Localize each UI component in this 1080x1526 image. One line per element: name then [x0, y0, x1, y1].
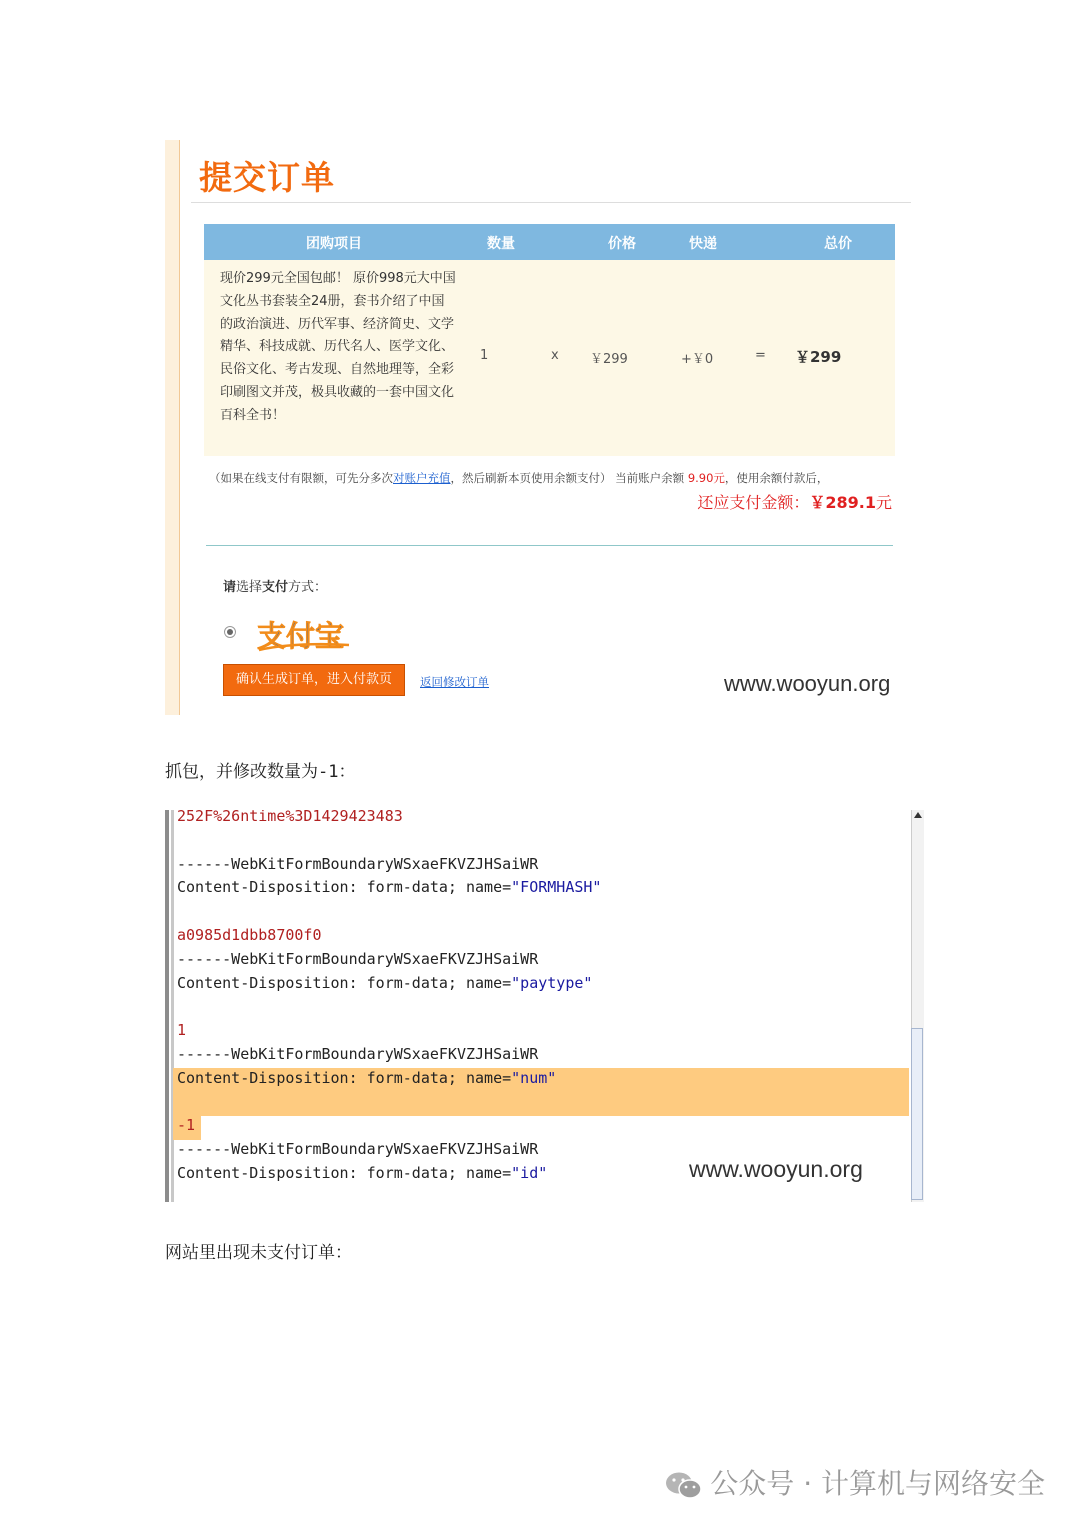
request-line: [177, 853, 912, 877]
equals-sign: =: [755, 348, 766, 363]
header-quantity: 数量: [487, 236, 515, 252]
field-name-string: "id": [511, 1163, 548, 1182]
alipay-radio[interactable]: [224, 626, 236, 638]
request-line: [177, 972, 912, 996]
balance-note-middle: ，然后刷新本页使用余额支付） 当前账户余额: [450, 471, 688, 485]
balance-note-suffix: ，使用余额付款后，: [724, 471, 829, 485]
header-item: 团购项目: [306, 236, 362, 252]
balance-note-prefix: （如果在线支付有限额，可先分多次: [209, 471, 393, 485]
request-line: [177, 948, 912, 972]
total-cell: ￥299: [795, 348, 842, 366]
watermark: www.wooyun.org: [689, 1156, 863, 1182]
request-capture-screenshot: [165, 810, 924, 1202]
line-text: ------WebKitFormBoundaryWSxaeFKVZJHSaiWR: [177, 854, 539, 873]
caption-capture: 抓包，并修改数量为-1：: [165, 762, 356, 782]
editor-gutter: [171, 810, 174, 1202]
amount-due-label: 还应支付金额：: [697, 493, 810, 512]
field-value: 1: [177, 1021, 187, 1040]
request-line: [177, 829, 912, 853]
header-shipping: 快递: [689, 236, 717, 252]
request-line: [177, 810, 912, 829]
header-total: 总价: [824, 236, 852, 252]
item-description: 现价299元全国包邮！ 原价998元大中国文化丛书套装全24册，套书介绍了中国的政治演进、历代军事、经济简史、文学精华、科技成就、历代名人、医学文化、民俗文化、考古发现、自然地理等，全彩印刷图文并茂，极具收藏的一套中国文化百科全书！: [220, 271, 456, 423]
order-table-header: [204, 224, 895, 260]
wechat-icon: [664, 1470, 704, 1500]
field-value: 252F%26ntime%3D1429423483: [177, 810, 403, 825]
request-line: [177, 876, 912, 900]
line-text: Content-Disposition: form-data; name=: [177, 973, 512, 992]
alipay-logo-text: 支付宝: [257, 619, 345, 653]
pay-label-pay: 支付: [262, 580, 289, 595]
footer-text: 公众号 · 计算机与网络安全: [710, 1467, 1045, 1500]
request-line: [177, 1091, 912, 1115]
request-line: [177, 995, 912, 1019]
request-body[interactable]: [177, 810, 912, 1186]
times-sign: x: [551, 348, 559, 363]
field-value: a0985d1dbb8700f0: [177, 925, 322, 944]
pay-label-please: 请: [223, 580, 237, 595]
field-name-string: "paytype": [511, 973, 593, 992]
request-line: [177, 1114, 912, 1138]
balance-note: [209, 470, 828, 486]
request-line: [177, 1043, 912, 1067]
request-line: [177, 1019, 912, 1043]
recharge-link[interactable]: 对账户充值: [393, 471, 451, 485]
confirm-order-button[interactable]: 确认生成订单，进入付款页: [223, 664, 405, 696]
payment-method-label: [223, 576, 327, 595]
back-to-edit-link[interactable]: 返回修改订单: [420, 675, 489, 689]
request-line: [177, 900, 912, 924]
caption-unpaid-order: 网站里出现未支付订单：: [165, 1243, 352, 1263]
amount-due-value: ￥289.1: [809, 493, 876, 512]
account-balance: 9.90元: [687, 471, 725, 485]
request-line: [177, 1067, 912, 1091]
alipay-logo: [255, 614, 355, 654]
left-decor-bar: [165, 140, 180, 715]
field-value: -1: [177, 1116, 196, 1135]
header-price: 价格: [608, 236, 636, 252]
order-page-screenshot: [165, 140, 915, 715]
scroll-thumb[interactable]: [911, 1028, 923, 1200]
scrollbar[interactable]: [911, 810, 924, 1202]
shipping-cell: +￥0: [681, 352, 714, 367]
section-divider: [206, 545, 893, 546]
line-text: ------WebKitFormBoundaryWSxaeFKVZJHSaiWR: [177, 1044, 539, 1063]
request-line: [177, 924, 912, 948]
quantity-cell: 1: [480, 348, 489, 363]
line-text: Content-Disposition: form-data; name=: [177, 1068, 512, 1087]
scroll-up-arrow-icon[interactable]: [914, 812, 922, 818]
field-name-string: "num": [511, 1068, 557, 1087]
amount-due: [697, 490, 892, 513]
field-name-string: "FORMHASH": [511, 878, 602, 897]
pay-label-choose: 选择: [236, 580, 263, 595]
line-text: Content-Disposition: form-data; name=: [177, 878, 512, 897]
order-table-row: [204, 260, 895, 456]
watermark: www.wooyun.org: [724, 671, 891, 696]
footer-account: [664, 1462, 1045, 1502]
price-cell: ￥299: [590, 352, 628, 367]
line-text: Content-Disposition: form-data; name=: [177, 1163, 512, 1182]
pay-label-method: 方式：: [288, 580, 328, 595]
line-text: ------WebKitFormBoundaryWSxaeFKVZJHSaiWR: [177, 949, 539, 968]
line-text: ------WebKitFormBoundaryWSxaeFKVZJHSaiWR: [177, 1140, 539, 1159]
title-divider: [191, 202, 911, 203]
amount-due-unit: 元: [875, 493, 892, 512]
page-title: 提交订单: [199, 158, 335, 197]
